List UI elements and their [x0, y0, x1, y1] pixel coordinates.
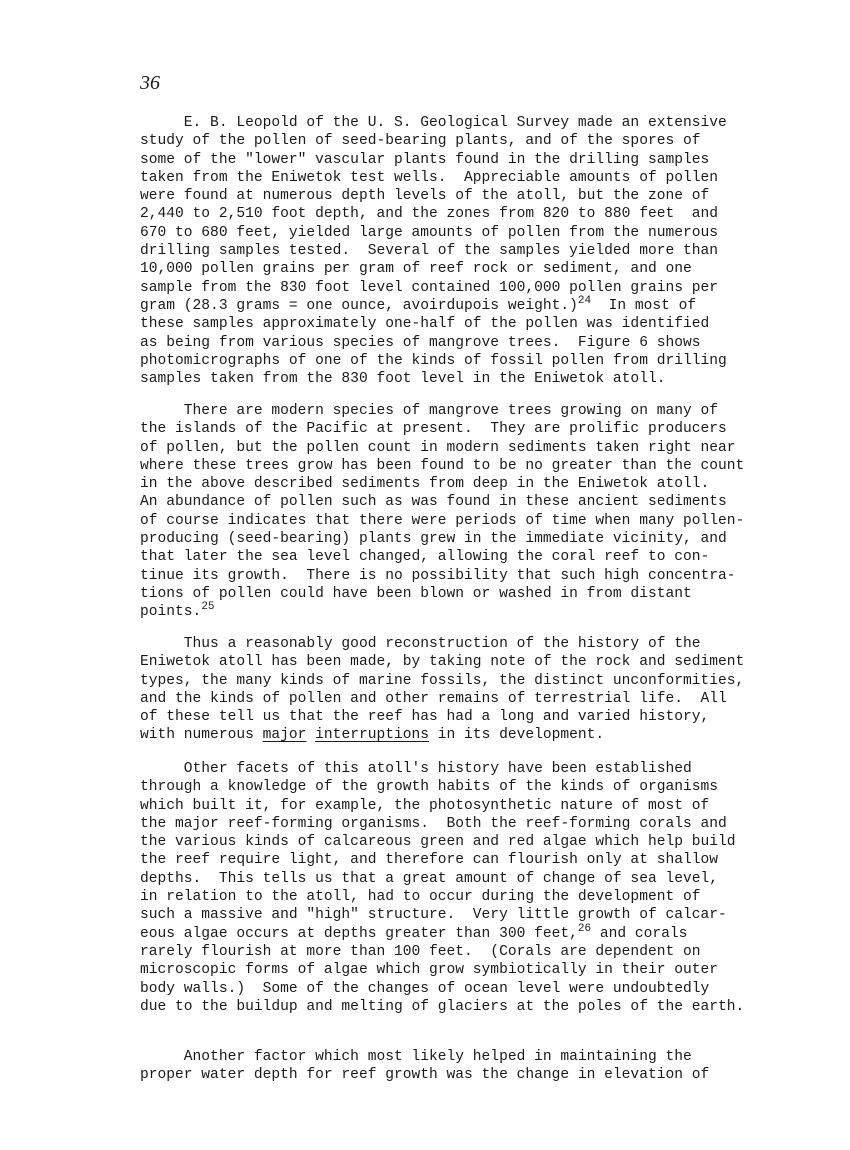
text-line: of these tell us that the reef has had a long and varied history, — [140, 709, 710, 726]
text-line-with-underline — [140, 726, 730, 744]
text-line: 670 to 680 feet, yielded large amounts of pollen from the numerous — [140, 224, 719, 241]
text-line: microscopic forms of algae which grow symbiotically in their outer — [140, 962, 719, 979]
text-line: 2,440 to 2,510 foot depth, and the zones from 820 to 880 feet and — [140, 206, 719, 223]
text-line: photomicrographs of one of the kinds of fossil pollen from drilling — [140, 352, 727, 369]
text-line: where these trees grow has been found to be no greater than the count — [140, 457, 745, 474]
text-segment: points. — [140, 604, 202, 621]
text-line: Eniwetok atoll has been made, by taking note of the rock and sediment — [140, 654, 745, 671]
text-line: and the kinds of pollen and other remains of terrestrial life. All — [140, 690, 727, 707]
underlined-word: interruptions — [315, 727, 430, 744]
footnote-marker: 26 — [577, 922, 592, 935]
paragraph-3 — [140, 635, 745, 745]
paragraph-2 — [140, 402, 745, 622]
text-line: the reef require light, and therefore can flourish only at shallow — [140, 852, 719, 869]
text-line: of course indicates that there were periods of time when many pollen- — [140, 512, 745, 529]
text-line: the islands of the Pacific at present. They are prolific producers — [140, 421, 727, 438]
text-line: through a knowledge of the growth habits of the kinds of organisms — [140, 779, 719, 796]
paragraph-4 — [140, 760, 745, 1016]
paragraph-1 — [140, 114, 730, 388]
text-line: taken from the Eniwetok test wells. Appreciable amounts of pollen — [140, 169, 719, 186]
text-line: rarely flourish at more than 100 feet. (Corals are dependent on — [140, 943, 701, 960]
text-line-with-footnote — [140, 603, 730, 621]
page-number: 36 — [140, 72, 160, 94]
text-line: Another factor which most likely helped in maintaining the — [140, 1049, 692, 1065]
text-line: E. B. Leopold of the U. S. Geological Survey made an extensive — [140, 115, 727, 131]
text-line: as being from various species of mangrove trees. Figure 6 shows — [140, 334, 701, 351]
text-line: in relation to the atoll, had to occur during the development of — [140, 889, 701, 906]
text-line: proper water depth for reef growth was the change in elevation of — [140, 1067, 710, 1084]
text-line-with-footnote — [140, 294, 730, 315]
footnote-marker: 24 — [577, 294, 592, 307]
text-line: study of the pollen of seed-bearing plants, and of the spores of — [140, 133, 701, 150]
text-segment: and corals — [591, 925, 688, 942]
text-line: 10,000 pollen grains per gram of reef rock or sediment, and one — [140, 261, 692, 278]
text-line: some of the "lower" vascular plants found in the drilling samples — [140, 151, 710, 168]
text-line: Thus a reasonably good reconstruction of the history of the — [140, 636, 701, 652]
paragraph-5 — [140, 1048, 730, 1085]
text-line: body walls.) Some of the changes of ocean level were undoubtedly — [140, 980, 710, 997]
text-line: such a massive and "high" structure. Very little growth of calcar- — [140, 907, 727, 924]
text-segment — [306, 727, 315, 743]
text-line: in the above described sediments from deep in the Eniwetok atoll. — [140, 476, 710, 493]
text-segment: gram (28.3 grams = one ounce, avoirdupois weight.) — [140, 297, 578, 314]
text-line: sample from the 830 foot level contained 100,000 pollen grains per — [140, 279, 719, 296]
text-line-with-footnote — [140, 922, 730, 943]
text-segment: eous algae occurs at depths greater than 300 feet, — [140, 925, 578, 942]
text-line: Other facets of this atoll's history have been established — [140, 761, 692, 777]
text-line: were found at numerous depth levels of the atoll, but the zone of — [140, 188, 710, 205]
text-segment: In most of — [591, 297, 697, 314]
text-line: tinue its growth. There is no possibility that such high concentra- — [140, 567, 736, 584]
text-line: samples taken from the 830 foot level in the Eniwetok atoll. — [140, 371, 666, 388]
text-line: tions of pollen could have been blown or washed in from distant — [140, 585, 692, 602]
text-line: these samples approximately one-half of the pollen was identified — [140, 316, 710, 333]
text-line: producing (seed-bearing) plants grew in the immediate vicinity, and — [140, 531, 727, 548]
text-line: the major reef-forming organisms. Both the reef-forming corals and — [140, 815, 727, 832]
text-line: which built it, for example, the photosynthetic nature of most of — [140, 797, 710, 814]
text-line: that later the sea level changed, allowing the coral reef to con- — [140, 549, 710, 566]
text-line: depths. This tells us that a great amount of change of sea level, — [140, 870, 719, 887]
text-line: of pollen, but the pollen count in modern sediments taken right near — [140, 439, 736, 456]
text-line: due to the buildup and melting of glaciers at the poles of the earth. — [140, 998, 745, 1015]
footnote-marker: 25 — [201, 601, 215, 614]
underlined-word: major — [262, 727, 307, 744]
text-line: There are modern species of mangrove trees growing on many of — [140, 403, 719, 419]
text-line: drilling samples tested. Several of the samples yielded more than — [140, 243, 719, 260]
text-line: the various kinds of calcareous green and red algae which help build — [140, 834, 736, 851]
text-segment: with numerous — [140, 727, 263, 744]
text-segment: in its development. — [429, 727, 605, 744]
text-line: types, the many kinds of marine fossils, the distinct unconformities, — [140, 672, 745, 689]
text-line: An abundance of pollen such as was found in these ancient sediments — [140, 494, 727, 511]
